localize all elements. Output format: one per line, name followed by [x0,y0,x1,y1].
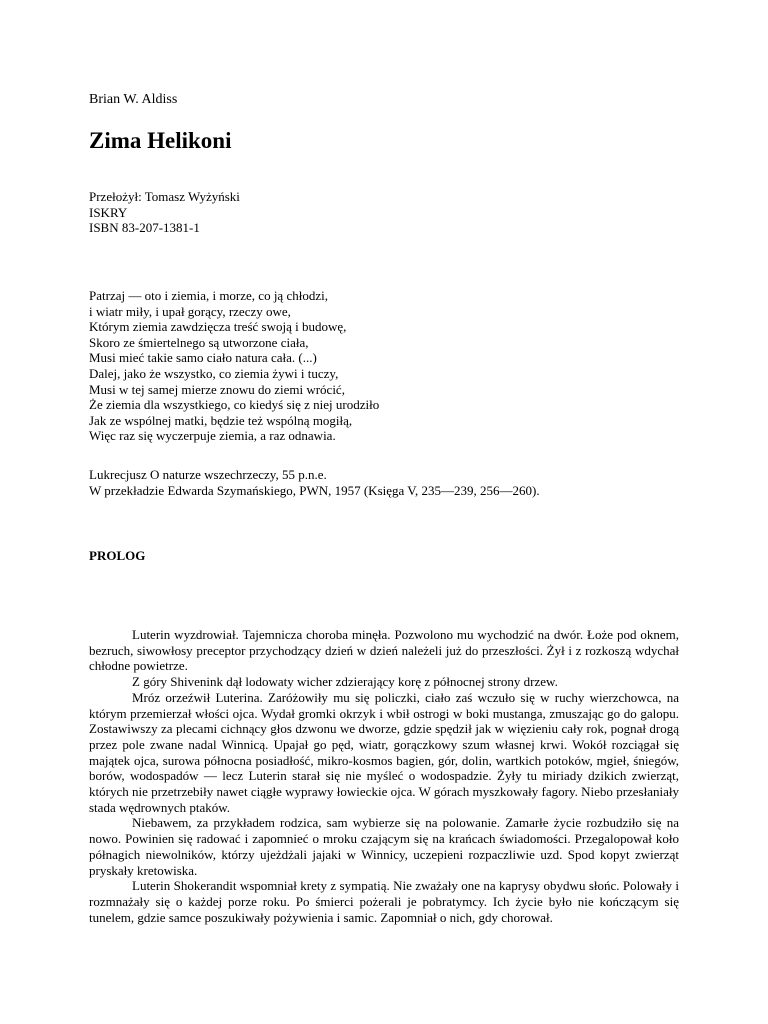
section-heading: PROLOG [89,548,146,563]
epigraph-source [89,467,540,499]
epigraph-poem [89,288,379,444]
paragraph: Z góry Shivenink dął lodowaty wicher zdzierający korę z północnej strony drzew. [132,674,558,690]
poem-line: Patrzaj — oto i ziemia, i morze, co ją chłodzi, [89,288,328,303]
poem-line: Musi w tej samej mierze znowu do ziemi wrócić, [89,381,345,397]
paragraph: Niebawem, za przykładem rodzica, sam wybierze się na polowanie. Zamarłe życie rozbudziło się na nowo. Powinien się radować i zapomnieć o mroku czającym się na krańcach świadomości. Przegalopował koło półnagich niewolników, którzy ujeżdżali jajaki w Winnicy, uczepieni rozpaczliwie uzd. Spod kopyt zwierząt pryskały kretowiska. [89,815,679,878]
source-line: Lukrecjusz O naturze wszechrzeczy, 55 p.n.e. [89,467,327,482]
author-name: Brian W. Aldiss [89,92,178,107]
paragraph: Luterin Shokerandit wspomniał krety z sympatią. Nie zważały one na kaprysy obydwu słońc. Polowały i rozmnażały się o każdej porze roku. Po śmierci pożerali je pobratymcy. Ich życie było nie kończącym się tunelem, gdzie samce poszukiwały pożywienia i samic. Zapomniał o nich, gdy chorował. [89,878,679,925]
poem-line: Jak ze wspólnej matki, będzie też wspólną mogiłą, [89,412,353,428]
poem-line: Więc raz się wyczerpuje ziemia, a raz odnawia. [89,428,336,444]
publication-info [89,189,240,236]
poem-line: Którym ziemia zawdzięcza treść swoją i budowę, [89,319,347,335]
isbn-line: ISBN 83-207-1381-1 [89,220,200,236]
poem-line: Że ziemia dla wszystkiego, co kiedyś się z niej urodziło [89,397,380,413]
paragraph: Luterin wyzdrowiał. Tajemnicza choroba minęła. Pozwolono mu wychodzić na dwór. Łoże pod oknem, bezruch, siwowłosy preceptor przychodzący dzień w dzień należeli już do przeszłości. Żył i z rozkoszą wdychał chłodne powietrze. [89,627,679,674]
poem-line: Musi mieć takie samo ciało natura cała. (...) [89,350,317,366]
poem-line: i wiatr miły, i upał gorący, rzeczy owe, [89,303,291,319]
poem-line: Skoro ze śmiertelnego są utworzone ciała, [89,334,309,350]
source-line: W przekładzie Edwarda Szymańskiego, PWN, 1957 (Księga V, 235—239, 256—260). [89,483,540,498]
publisher-line: ISKRY [89,204,128,220]
prolog-text [89,627,679,925]
poem-line: Dalej, jako że wszystko, co ziemia żywi i tuczy, [89,365,339,381]
book-title: Zima Helikoni [89,128,232,153]
translator-line: Przełożył: Tomasz Wyżyński [89,189,240,204]
paragraph: Mróz orzeźwił Luterina. Zaróżowiły mu się policzki, ciało zaś wczuło się w ruchy wierzchowca, na którym przemierzał włości ojca. Wydał gromki okrzyk i wbił ostrogi w boki mustanga, zmuszając go do galopu. Zostawiwszy za plecami cichnący głos dzwonu we dworze, gdzie spędził jak w więzieniu cały rok, pognał drogą przez pole zwane nadal Winnicą. Upajał go pęd, wiatr, gorączkowy szum własnej krwi. Wokół rozciągał się majątek ojca, surowa północna posiadłość, mikro-kosmos bagien, gór, dolin, wartkich potoków, mgieł, śniegów, borów, wodospadów — lecz Luterin starał się nie myśleć o wodospadzie. Żyły tu miriady dzikich zwierząt, których nie przetrzebiły nawet ciągłe wyprawy łowieckie ojca. W górach myszkowały fagory. Niebo przesłaniały stada wędrownych ptaków. [89,689,679,815]
